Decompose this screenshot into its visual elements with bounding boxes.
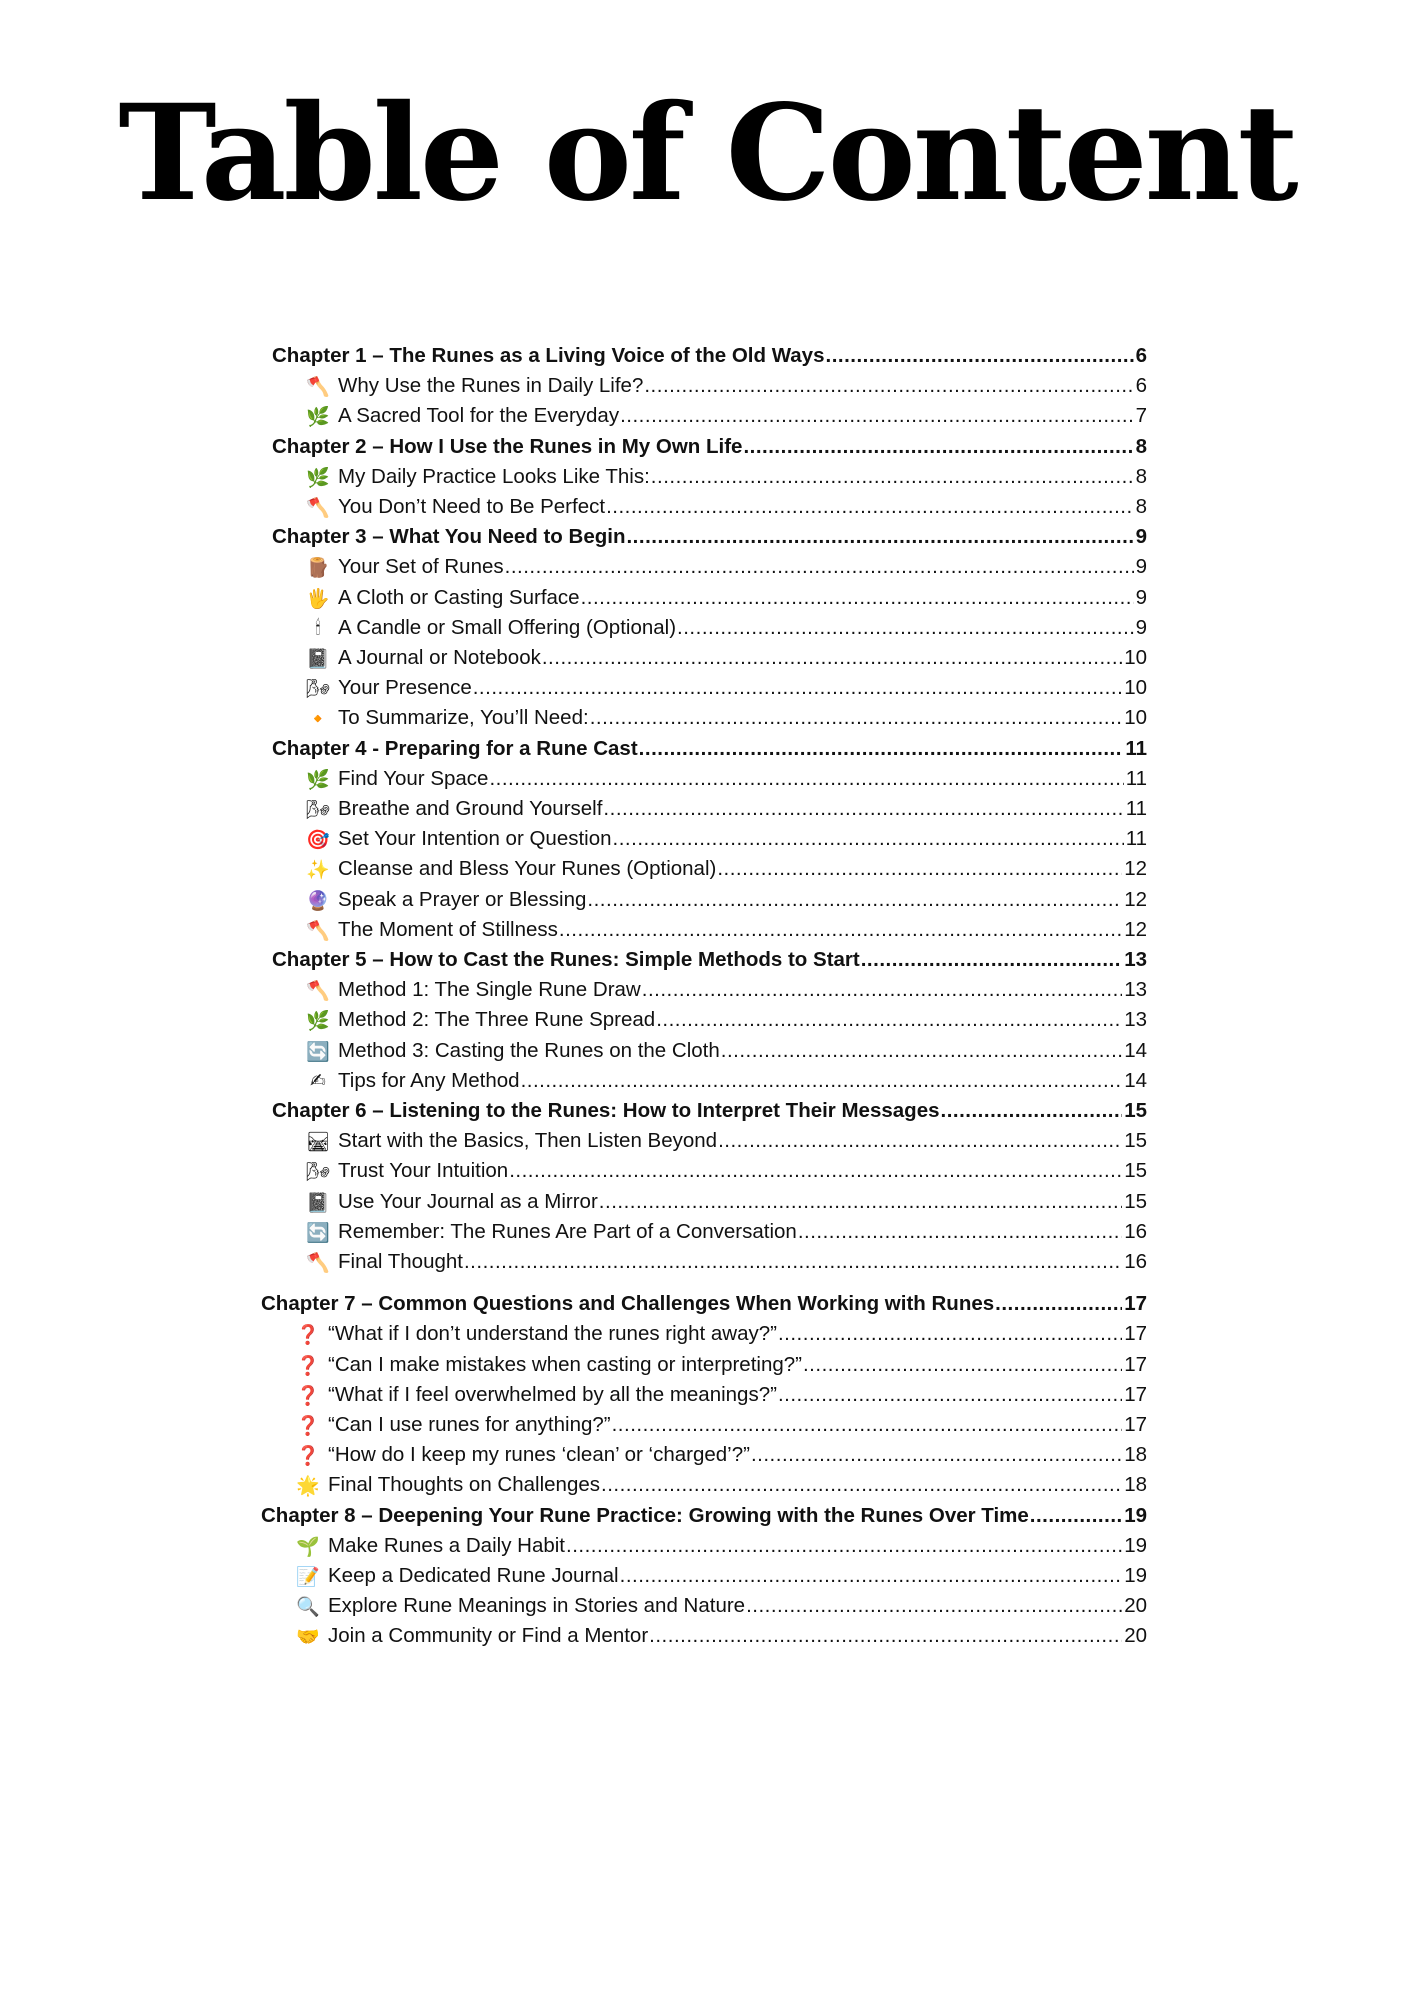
dot-leader xyxy=(464,1250,1122,1274)
dot-leader xyxy=(778,1383,1122,1407)
candle-icon: 🕯 xyxy=(315,617,321,639)
toc-entry-title: Speak a Prayer or Blessing xyxy=(338,888,587,911)
dot-leader xyxy=(542,646,1122,670)
toc-section-entry[interactable] xyxy=(294,1532,1147,1560)
sparkles-icon: ✨ xyxy=(306,858,330,881)
toc-entry-title: Chapter 6 – Listening to the Runes: How to Interpret Their Messages xyxy=(272,1099,940,1122)
toc-page-number: 20 xyxy=(1124,1624,1147,1647)
dot-leader xyxy=(489,767,1123,791)
toc-page-number: 16 xyxy=(1124,1250,1147,1273)
toc-section-entry[interactable] xyxy=(304,1067,1147,1095)
dot-leader xyxy=(746,1594,1122,1618)
toc-section-entry[interactable] xyxy=(294,1441,1147,1469)
toc-chapter-entry[interactable] xyxy=(272,946,1147,974)
toc-section-entry[interactable] xyxy=(304,1218,1147,1246)
dot-leader xyxy=(743,435,1133,459)
dot-leader xyxy=(649,1624,1122,1648)
toc-entry-title: Use Your Journal as a Mirror xyxy=(338,1190,598,1213)
orange-diamond-icon: 🔸 xyxy=(306,707,330,730)
dot-leader xyxy=(559,918,1122,942)
dot-leader xyxy=(509,1159,1122,1183)
toc-chapter-entry[interactable] xyxy=(272,735,1147,763)
toc-section-entry[interactable] xyxy=(304,976,1147,1004)
axe-icon: 🪓 xyxy=(306,1251,330,1274)
toc-chapter-entry[interactable] xyxy=(272,1097,1147,1125)
toc-page-number: 11 xyxy=(1125,797,1147,820)
dot-leader xyxy=(803,1353,1122,1377)
toc-entry-title: My Daily Practice Looks Like This: xyxy=(338,465,650,488)
toc-section-entry[interactable] xyxy=(304,886,1147,914)
toc-entry-title: Cleanse and Bless Your Runes (Optional) xyxy=(338,857,717,880)
toc-section-entry[interactable] xyxy=(304,855,1147,883)
cycle-arrows-icon: 🔄 xyxy=(306,1040,330,1063)
dot-leader xyxy=(677,616,1134,640)
toc-page-number: 18 xyxy=(1124,1473,1147,1496)
toc-entry-title: A Candle or Small Offering (Optional) xyxy=(338,616,677,639)
toc-section-entry[interactable] xyxy=(304,1006,1147,1034)
toc-entry-title: Tips for Any Method xyxy=(338,1069,520,1092)
dot-leader xyxy=(590,706,1123,730)
toc-section-entry[interactable] xyxy=(304,1188,1147,1216)
dot-leader xyxy=(718,1129,1122,1153)
axe-icon: 🪓 xyxy=(306,496,330,519)
toc-section-entry[interactable] xyxy=(294,1622,1147,1650)
toc-page-number: 8 xyxy=(1135,435,1147,458)
toc-entry-title: Your Presence xyxy=(338,676,472,699)
question-mark-icon: ❓ xyxy=(296,1354,320,1377)
dot-leader xyxy=(995,1292,1122,1316)
toc-section-entry[interactable] xyxy=(304,916,1147,944)
axe-icon: 🪓 xyxy=(306,979,330,1002)
dot-leader xyxy=(601,1473,1122,1497)
toc-page-number: 13 xyxy=(1124,1008,1147,1031)
toc-section-entry[interactable] xyxy=(304,372,1147,400)
herb-icon: 🌿 xyxy=(306,466,330,489)
toc-section-entry[interactable] xyxy=(304,1127,1147,1155)
dot-leader xyxy=(613,827,1124,851)
toc-section-entry[interactable] xyxy=(304,1157,1147,1185)
dot-leader xyxy=(620,1564,1123,1588)
glowing-star-icon: 🌟 xyxy=(296,1474,320,1497)
dot-leader xyxy=(717,857,1122,881)
toc-entry-title: Method 3: Casting the Runes on the Cloth xyxy=(338,1039,720,1062)
toc-section-entry[interactable] xyxy=(294,1592,1147,1620)
magnifier-icon: 🔍 xyxy=(296,1595,320,1618)
question-mark-icon: ❓ xyxy=(296,1444,320,1467)
dot-leader xyxy=(644,374,1133,398)
axe-icon: 🪓 xyxy=(306,919,330,942)
toc-entry-title: Start with the Basics, Then Listen Beyond xyxy=(338,1129,718,1152)
toc-entry-title: Chapter 4 - Preparing for a Rune Cast xyxy=(272,737,638,760)
toc-entry-title: A Sacred Tool for the Everyday xyxy=(338,404,620,427)
toc-page-number: 19 xyxy=(1124,1564,1147,1587)
toc-page-number: 10 xyxy=(1124,676,1147,699)
toc-section-entry[interactable] xyxy=(294,1381,1147,1409)
toc-page-number: 17 xyxy=(1124,1353,1147,1376)
toc-entry-title: Method 2: The Three Rune Spread xyxy=(338,1008,656,1031)
toc-section-entry[interactable] xyxy=(304,1248,1147,1276)
toc-entry-title: Breathe and Ground Yourself xyxy=(338,797,603,820)
toc-entry-title: Make Runes a Daily Habit xyxy=(328,1534,565,1557)
toc-page-number: 18 xyxy=(1124,1443,1147,1466)
toc-entry-title: You Don’t Need to Be Perfect xyxy=(338,495,606,518)
toc-section-entry[interactable] xyxy=(304,402,1147,430)
question-mark-icon: ❓ xyxy=(296,1414,320,1437)
wood-icon: 🪵 xyxy=(306,556,330,579)
toc-section-entry[interactable] xyxy=(294,1562,1147,1590)
toc-page-number: 10 xyxy=(1124,646,1147,669)
dot-leader xyxy=(656,1008,1122,1032)
toc-page-number: 17 xyxy=(1124,1383,1147,1406)
toc-page-number: 9 xyxy=(1135,616,1147,639)
toc-entry-title: “What if I feel overwhelmed by all the meanings?” xyxy=(328,1383,777,1406)
toc-page-number: 14 xyxy=(1124,1069,1147,1092)
toc-page-number: 16 xyxy=(1124,1220,1147,1243)
toc-page-number: 6 xyxy=(1135,374,1147,397)
dot-leader xyxy=(620,404,1134,428)
dot-leader xyxy=(861,948,1122,972)
toc-section-entry[interactable] xyxy=(294,1351,1147,1379)
dot-leader xyxy=(778,1322,1122,1346)
cycle-arrows-icon: 🔄 xyxy=(306,1221,330,1244)
dot-leader xyxy=(599,1190,1122,1214)
dot-leader xyxy=(651,465,1134,489)
dot-leader xyxy=(941,1099,1123,1123)
toc-chapter-entry[interactable] xyxy=(272,523,1147,551)
toc-section-entry[interactable] xyxy=(294,1411,1147,1439)
toc-entry-title: Method 1: The Single Rune Draw xyxy=(338,978,641,1001)
toc-entry-title: “What if I don’t understand the runes right away?” xyxy=(328,1322,777,1345)
toc-page-number: 12 xyxy=(1124,888,1147,911)
dot-leader xyxy=(721,1039,1122,1063)
toc-entry-title: Chapter 3 – What You Need to Begin xyxy=(272,525,626,548)
dot-leader xyxy=(473,676,1122,700)
toc-page-number: 14 xyxy=(1124,1039,1147,1062)
toc-page-number: 8 xyxy=(1135,465,1147,488)
wind-icon: 🌬 xyxy=(305,1160,331,1183)
toc-page-number: 19 xyxy=(1124,1534,1147,1557)
axe-icon: 🪓 xyxy=(306,375,330,398)
toc-entry-title: Set Your Intention or Question xyxy=(338,827,612,850)
dot-leader xyxy=(639,737,1124,761)
toc-page-number: 20 xyxy=(1124,1594,1147,1617)
toc-page-number: 9 xyxy=(1135,525,1147,548)
toc-entry-title: Why Use the Runes in Daily Life? xyxy=(338,374,644,397)
toc-entry-title: Your Set of Runes xyxy=(338,555,504,578)
toc-page-number: 17 xyxy=(1124,1292,1147,1315)
toc-page-number: 15 xyxy=(1124,1159,1147,1182)
memo-icon: 📝 xyxy=(296,1565,320,1588)
dot-leader xyxy=(751,1443,1122,1467)
wind-icon: 🌬 xyxy=(305,798,331,821)
toc-entry-title: “Can I use runes for anything?” xyxy=(328,1413,611,1436)
dot-leader xyxy=(1030,1504,1122,1528)
dot-leader xyxy=(587,888,1122,912)
toc-entry-title: Explore Rune Meanings in Stories and Nature xyxy=(328,1594,746,1617)
toc-entry-title: The Moment of Stillness xyxy=(338,918,558,941)
toc-entry-title: Find Your Space xyxy=(338,767,489,790)
toc-entry-title: Chapter 1 – The Runes as a Living Voice of the Old Ways xyxy=(272,344,825,367)
toc-page-number: 12 xyxy=(1124,918,1147,941)
dot-leader xyxy=(581,586,1134,610)
toc-entry-title: “How do I keep my runes ‘clean’ or ‘charged’?” xyxy=(328,1443,750,1466)
toc-entry-title: To Summarize, You’ll Need: xyxy=(338,706,589,729)
toc-page-number: 19 xyxy=(1124,1504,1147,1527)
toc-entry-title: Chapter 5 – How to Cast the Runes: Simple Methods to Start xyxy=(272,948,860,971)
toc-entry-title: Trust Your Intuition xyxy=(338,1159,509,1182)
toc-entry-title: A Journal or Notebook xyxy=(338,646,541,669)
toc-page-number: 11 xyxy=(1125,737,1147,760)
toc-entry-title: Final Thought xyxy=(338,1250,463,1273)
dot-leader xyxy=(626,525,1133,549)
toc-section-entry[interactable] xyxy=(304,825,1147,853)
toc-page-number: 12 xyxy=(1124,857,1147,880)
toc-chapter-entry[interactable] xyxy=(261,1502,1147,1530)
toc-chapter-entry[interactable] xyxy=(272,342,1147,370)
toc-page-number: 17 xyxy=(1124,1322,1147,1345)
crystal-ball-icon: 🔮 xyxy=(306,889,330,912)
toc-page-number: 13 xyxy=(1124,948,1147,971)
toc-section-entry[interactable] xyxy=(304,644,1147,672)
toc-page-number: 15 xyxy=(1124,1129,1147,1152)
toc-page-number: 15 xyxy=(1124,1099,1147,1122)
herb-icon: 🌿 xyxy=(306,1009,330,1032)
toc-section-entry[interactable] xyxy=(304,1037,1147,1065)
dot-leader xyxy=(566,1534,1122,1558)
dot-leader xyxy=(612,1413,1123,1437)
dot-leader xyxy=(798,1220,1122,1244)
notebook-icon: 📓 xyxy=(306,1191,330,1214)
toc-page-number: 15 xyxy=(1124,1190,1147,1213)
railway-track-icon: 🛤 xyxy=(305,1130,331,1153)
dot-leader xyxy=(505,555,1134,579)
toc-page-number: 17 xyxy=(1124,1413,1147,1436)
toc-page-number: 9 xyxy=(1135,555,1147,578)
toc-section-entry[interactable] xyxy=(304,765,1147,793)
toc-page-number: 9 xyxy=(1135,586,1147,609)
question-mark-icon: ❓ xyxy=(296,1384,320,1407)
toc-section-entry[interactable] xyxy=(304,674,1147,702)
toc-section-entry[interactable] xyxy=(304,614,1147,642)
dot-leader xyxy=(521,1069,1123,1093)
toc-entry-title: Final Thoughts on Challenges xyxy=(328,1473,600,1496)
handshake-icon: 🤝 xyxy=(296,1625,320,1648)
target-icon: 🎯 xyxy=(306,828,330,851)
page-title: Table of Content xyxy=(118,76,1296,231)
toc-page-number: 8 xyxy=(1135,495,1147,518)
toc-entry-title: Chapter 2 – How I Use the Runes in My Own Life xyxy=(272,435,743,458)
toc-entry-title: Remember: The Runes Are Part of a Conversation xyxy=(338,1220,797,1243)
herb-icon: 🌿 xyxy=(306,768,330,791)
toc-entry-title: Keep a Dedicated Rune Journal xyxy=(328,1564,619,1587)
toc-page-number: 11 xyxy=(1125,827,1147,850)
toc-section-entry[interactable] xyxy=(304,493,1147,521)
toc-page-number: 7 xyxy=(1135,404,1147,427)
notebook-icon: 📓 xyxy=(306,647,330,670)
dot-leader xyxy=(642,978,1122,1002)
dot-leader xyxy=(826,344,1134,368)
toc-entry-title: “Can I make mistakes when casting or interpreting?” xyxy=(328,1353,802,1376)
dot-leader xyxy=(603,797,1123,821)
herb-icon: 🌿 xyxy=(306,405,330,428)
dot-leader xyxy=(606,495,1134,519)
toc-chapter-entry[interactable] xyxy=(261,1290,1147,1318)
toc-entry-title: Chapter 8 – Deepening Your Rune Practice: Growing with the Runes Over Time xyxy=(261,1504,1029,1527)
toc-section-entry[interactable] xyxy=(304,795,1147,823)
hand-icon: 🖐 xyxy=(306,587,330,610)
toc-entry-title: Chapter 7 – Common Questions and Challenges When Working with Runes xyxy=(261,1292,995,1315)
toc-page-number: 11 xyxy=(1125,767,1147,790)
writing-hand-icon: ✍ xyxy=(310,1070,326,1092)
toc-section-entry[interactable] xyxy=(304,704,1147,732)
toc-page-number: 10 xyxy=(1124,706,1147,729)
toc-page-number: 13 xyxy=(1124,978,1147,1001)
toc-section-entry[interactable] xyxy=(304,553,1147,581)
toc-entry-title: Join a Community or Find a Mentor xyxy=(328,1624,649,1647)
toc-chapter-entry[interactable] xyxy=(272,433,1147,461)
toc-section-entry[interactable] xyxy=(294,1471,1147,1499)
question-mark-icon: ❓ xyxy=(296,1323,320,1346)
toc-entry-title: A Cloth or Casting Surface xyxy=(338,586,580,609)
toc-section-entry[interactable] xyxy=(294,1320,1147,1348)
wind-icon: 🌬 xyxy=(305,677,331,700)
toc-section-entry[interactable] xyxy=(304,584,1147,612)
seedling-icon: 🌱 xyxy=(296,1535,320,1558)
toc-page-number: 6 xyxy=(1135,344,1147,367)
toc-section-entry[interactable] xyxy=(304,463,1147,491)
